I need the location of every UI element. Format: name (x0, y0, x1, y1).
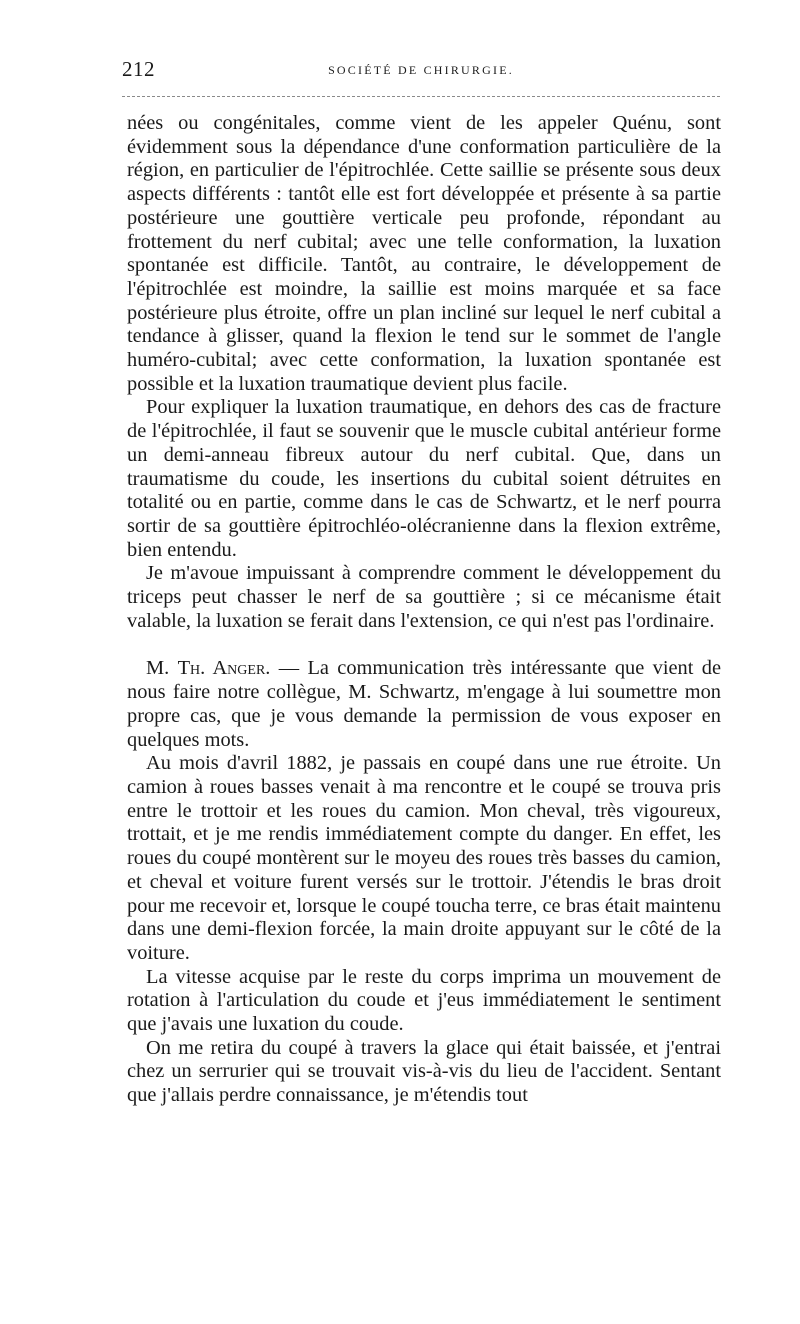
header-rule (122, 96, 720, 97)
body-text (127, 112, 721, 1108)
paragraph: nées ou congénitales, comme vient de les appeler Quénu, sont évidemment sous la dépendance d'une conformation particulière de la région, en particulier de l'épitrochlée. Cette saillie se présente sous deux aspects différents : tantôt elle est fort développée et présente à sa partie postérieure une gouttière verticale peu profonde, répondant au frottement du nerf cubital; avec une telle conformation, la luxation spontanée est difficile. Tantôt, au contraire, le développement de l'épitrochlée est moindre, la saillie est moins marquée et sa face postérieure plus étroite, offre un plan incliné sur lequel le nerf cubital a tendance à glisser, quand la flexion le tend sur le sommet de l'angle huméro-cubital; avec cette conformation, la luxation spontanée est possible et la luxation traumatique devient plus facile. (127, 112, 721, 395)
paragraph: La vitesse acquise par le reste du corps imprima un mouvement de rotation à l'articulation du coude et j'eus immédiatement le sentiment que j'avais une luxation du coude. (127, 965, 721, 1036)
paragraph: Pour expliquer la luxation traumatique, en dehors des cas de fracture de l'épitrochlée, il faut se souvenir que le muscle cubital antérieur forme un demi-anneau fibreux autour du nerf cubital. Que, dans un traumatisme du coude, les insertions du cubital soient détruites en totalité ou en partie, comme dans le cas de Schwartz, et le nerf pourra sortir de sa gouttière épitrochléo-olécranienne dans la flexion extrême, bien entendu. (127, 396, 721, 561)
paragraph: Je m'avoue impuissant à comprendre comment le développement du triceps peut chasser le nerf de sa gouttière ; si ce mécanisme était valable, la luxation se ferait dans l'extension, ce qui n'est pas l'ordinaire. (127, 562, 721, 632)
speaker-name: Th. Anger. (177, 657, 271, 680)
page-number: 212 (122, 57, 155, 81)
page-header (122, 57, 720, 91)
paragraph: Au mois d'avril 1882, je passais en coupé dans une rue étroite. Un camion à roues basses venait à ma rencontre et le coupé se trouva pris entre le trottoir et les roues du camion. Mon cheval, très vigoureux, trottait, et je me rendis immédiatement compte du danger. En effet, les roues du coupé montèrent sur le moyeu des roues très basses du camion, et cheval et voiture furent versés sur le trottoir. J'étendis le bras droit pour me recevoir et, lorsque le coupé toucha terre, ce bras était maintenu dans une demi-flexion forcée, la main droite appuyant sur le côté de la voiture. (127, 752, 721, 964)
running-title: SOCIÉTÉ DE CHIRURGIE. (328, 63, 514, 77)
paragraph: On me retira du coupé à travers la glace qui était baissée, et j'entrai chez un serrurier qui se trouvait vis-à-vis du lieu de l'accident. Sentant que j'allais perdre connaissance, je m'étendis tout (127, 1036, 721, 1107)
speaker-paragraph (127, 657, 721, 752)
speaker-prefix: M. (146, 657, 178, 680)
speaker-text: — La communication très intéressante que vient de nous faire notre collègue, M. Schwartz, m'engage à lui soumettre mon propre cas, que je vous demande la permission de vous exposer en quelques mots. (127, 657, 721, 751)
